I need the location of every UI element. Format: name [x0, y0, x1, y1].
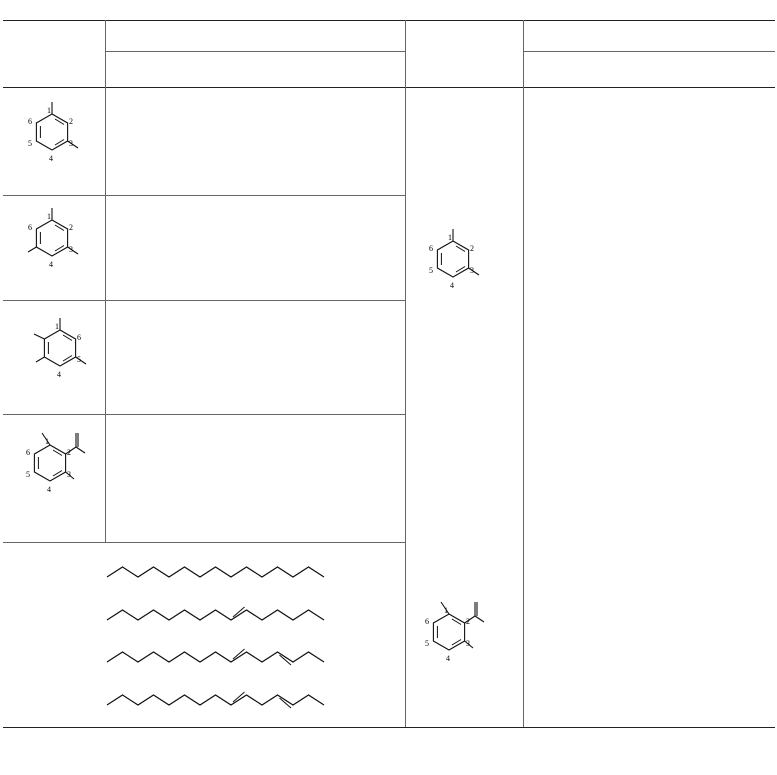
- side-chain: [107, 567, 324, 577]
- table-row: [523, 91, 775, 109]
- table-row: [523, 468, 775, 485]
- svg-text:2: 2: [470, 244, 474, 253]
- table-row: [105, 302, 405, 319]
- table-row: [105, 416, 405, 433]
- table-row: [523, 451, 775, 468]
- table-row: [105, 248, 405, 265]
- svg-text:4: 4: [47, 485, 51, 494]
- svg-text:5: 5: [77, 355, 81, 364]
- cardol-structure: [28, 208, 78, 269]
- bottom-rule: [3, 727, 775, 728]
- header-subrule-left: [105, 51, 406, 52]
- table-row: [523, 416, 775, 433]
- header-bottom-rule: [3, 87, 775, 88]
- svg-text:1: 1: [47, 106, 51, 115]
- anacardico-rows: [105, 416, 405, 536]
- side-chain: [107, 695, 324, 705]
- svg-text:5: 5: [26, 470, 30, 479]
- table-row: [523, 199, 775, 217]
- table-row: [105, 485, 405, 502]
- sidechain-svg: [3, 545, 405, 727]
- table-row: [105, 354, 405, 371]
- svg-text:3: 3: [466, 639, 470, 648]
- svg-text:3: 3: [470, 266, 474, 275]
- svg-text:1: 1: [448, 233, 452, 242]
- table-row: [523, 342, 775, 360]
- table-row: [523, 181, 775, 199]
- table-row: [523, 109, 775, 127]
- svg-text:1: 1: [55, 322, 59, 331]
- svg-text:2: 2: [466, 617, 470, 626]
- table-row: [105, 177, 405, 194]
- table-row: [105, 450, 405, 467]
- table-row: [105, 125, 405, 142]
- table-row: [523, 520, 775, 537]
- cardol-rows: [105, 196, 405, 299]
- svg-text:1: 1: [45, 437, 49, 446]
- table-row: [523, 145, 775, 163]
- svg-text:4: 4: [57, 370, 61, 379]
- svg-text:2: 2: [67, 448, 71, 457]
- table-row: [105, 388, 405, 405]
- table-row: [105, 502, 405, 519]
- table-row: [523, 360, 775, 378]
- cardanol-structure: [28, 102, 78, 163]
- top-rule: [3, 20, 775, 21]
- right-anacardico-svg: [405, 590, 523, 685]
- table-row: [523, 306, 775, 324]
- svg-text:5: 5: [425, 639, 429, 648]
- lcc-natural-rows: [523, 416, 775, 710]
- table-row: [523, 433, 775, 450]
- anacardico-structure: [26, 433, 85, 494]
- svg-text:6: 6: [429, 244, 433, 253]
- table-row: [105, 282, 405, 299]
- table-row: [105, 265, 405, 282]
- table-row: [523, 624, 775, 641]
- table-row: [523, 252, 775, 270]
- svg-text:6: 6: [77, 333, 81, 342]
- metilcardol-rows: [105, 302, 405, 405]
- svg-text:6: 6: [28, 223, 32, 232]
- table-row: [523, 554, 775, 571]
- table-row: [523, 396, 775, 414]
- table-row: [105, 230, 405, 247]
- svg-text:2: 2: [69, 117, 73, 126]
- table-row: [523, 163, 775, 181]
- table-row: [523, 378, 775, 396]
- table-row: [523, 693, 775, 710]
- svg-text:6: 6: [425, 617, 429, 626]
- left-structures-svg: [0, 88, 105, 542]
- table-row: [105, 319, 405, 336]
- svg-text:4: 4: [49, 154, 53, 163]
- svg-text:2: 2: [69, 223, 73, 232]
- svg-text:6: 6: [26, 448, 30, 457]
- table-row: [105, 371, 405, 388]
- table-row: [523, 675, 775, 692]
- table-row: [105, 160, 405, 177]
- right-cardanol-svg: [405, 215, 523, 310]
- table-row: [105, 196, 405, 213]
- side-chain: [107, 610, 324, 620]
- cardanol-rows: [105, 91, 405, 194]
- table-row: [523, 589, 775, 606]
- svg-text:1: 1: [47, 212, 51, 221]
- svg-text:4: 4: [49, 260, 53, 269]
- table-row: [523, 572, 775, 589]
- table-row: [523, 288, 775, 306]
- table-row: [105, 433, 405, 450]
- table-row: [105, 143, 405, 160]
- table-row: [105, 468, 405, 485]
- table-row: [105, 519, 405, 536]
- lcc-tecnico-rows: [523, 91, 775, 414]
- table-row: [105, 336, 405, 353]
- svg-text:3: 3: [69, 245, 73, 254]
- metilcardol-structure: [34, 318, 86, 379]
- table-row: [523, 324, 775, 342]
- table-row: [105, 213, 405, 230]
- side-chain: [107, 652, 324, 662]
- svg-text:5: 5: [28, 139, 32, 148]
- group-rule-4: [3, 542, 405, 543]
- svg-text:6: 6: [28, 117, 32, 126]
- table-row: [523, 502, 775, 519]
- svg-text:3: 3: [69, 139, 73, 148]
- table-row: [523, 217, 775, 235]
- svg-text:3: 3: [67, 470, 71, 479]
- table-row: [523, 235, 775, 253]
- svg-text:4: 4: [450, 281, 454, 290]
- header-subrule-right: [523, 51, 775, 52]
- table-row: [523, 127, 775, 145]
- table-row: [523, 606, 775, 623]
- svg-text:5: 5: [429, 266, 433, 275]
- table-row: [523, 658, 775, 675]
- table-row: [523, 641, 775, 658]
- table-row: [523, 485, 775, 502]
- table-row: [105, 108, 405, 125]
- table-row: [105, 91, 405, 108]
- table-row: [523, 537, 775, 554]
- svg-text:1: 1: [444, 606, 448, 615]
- svg-text:4: 4: [446, 654, 450, 663]
- table-row: [523, 270, 775, 288]
